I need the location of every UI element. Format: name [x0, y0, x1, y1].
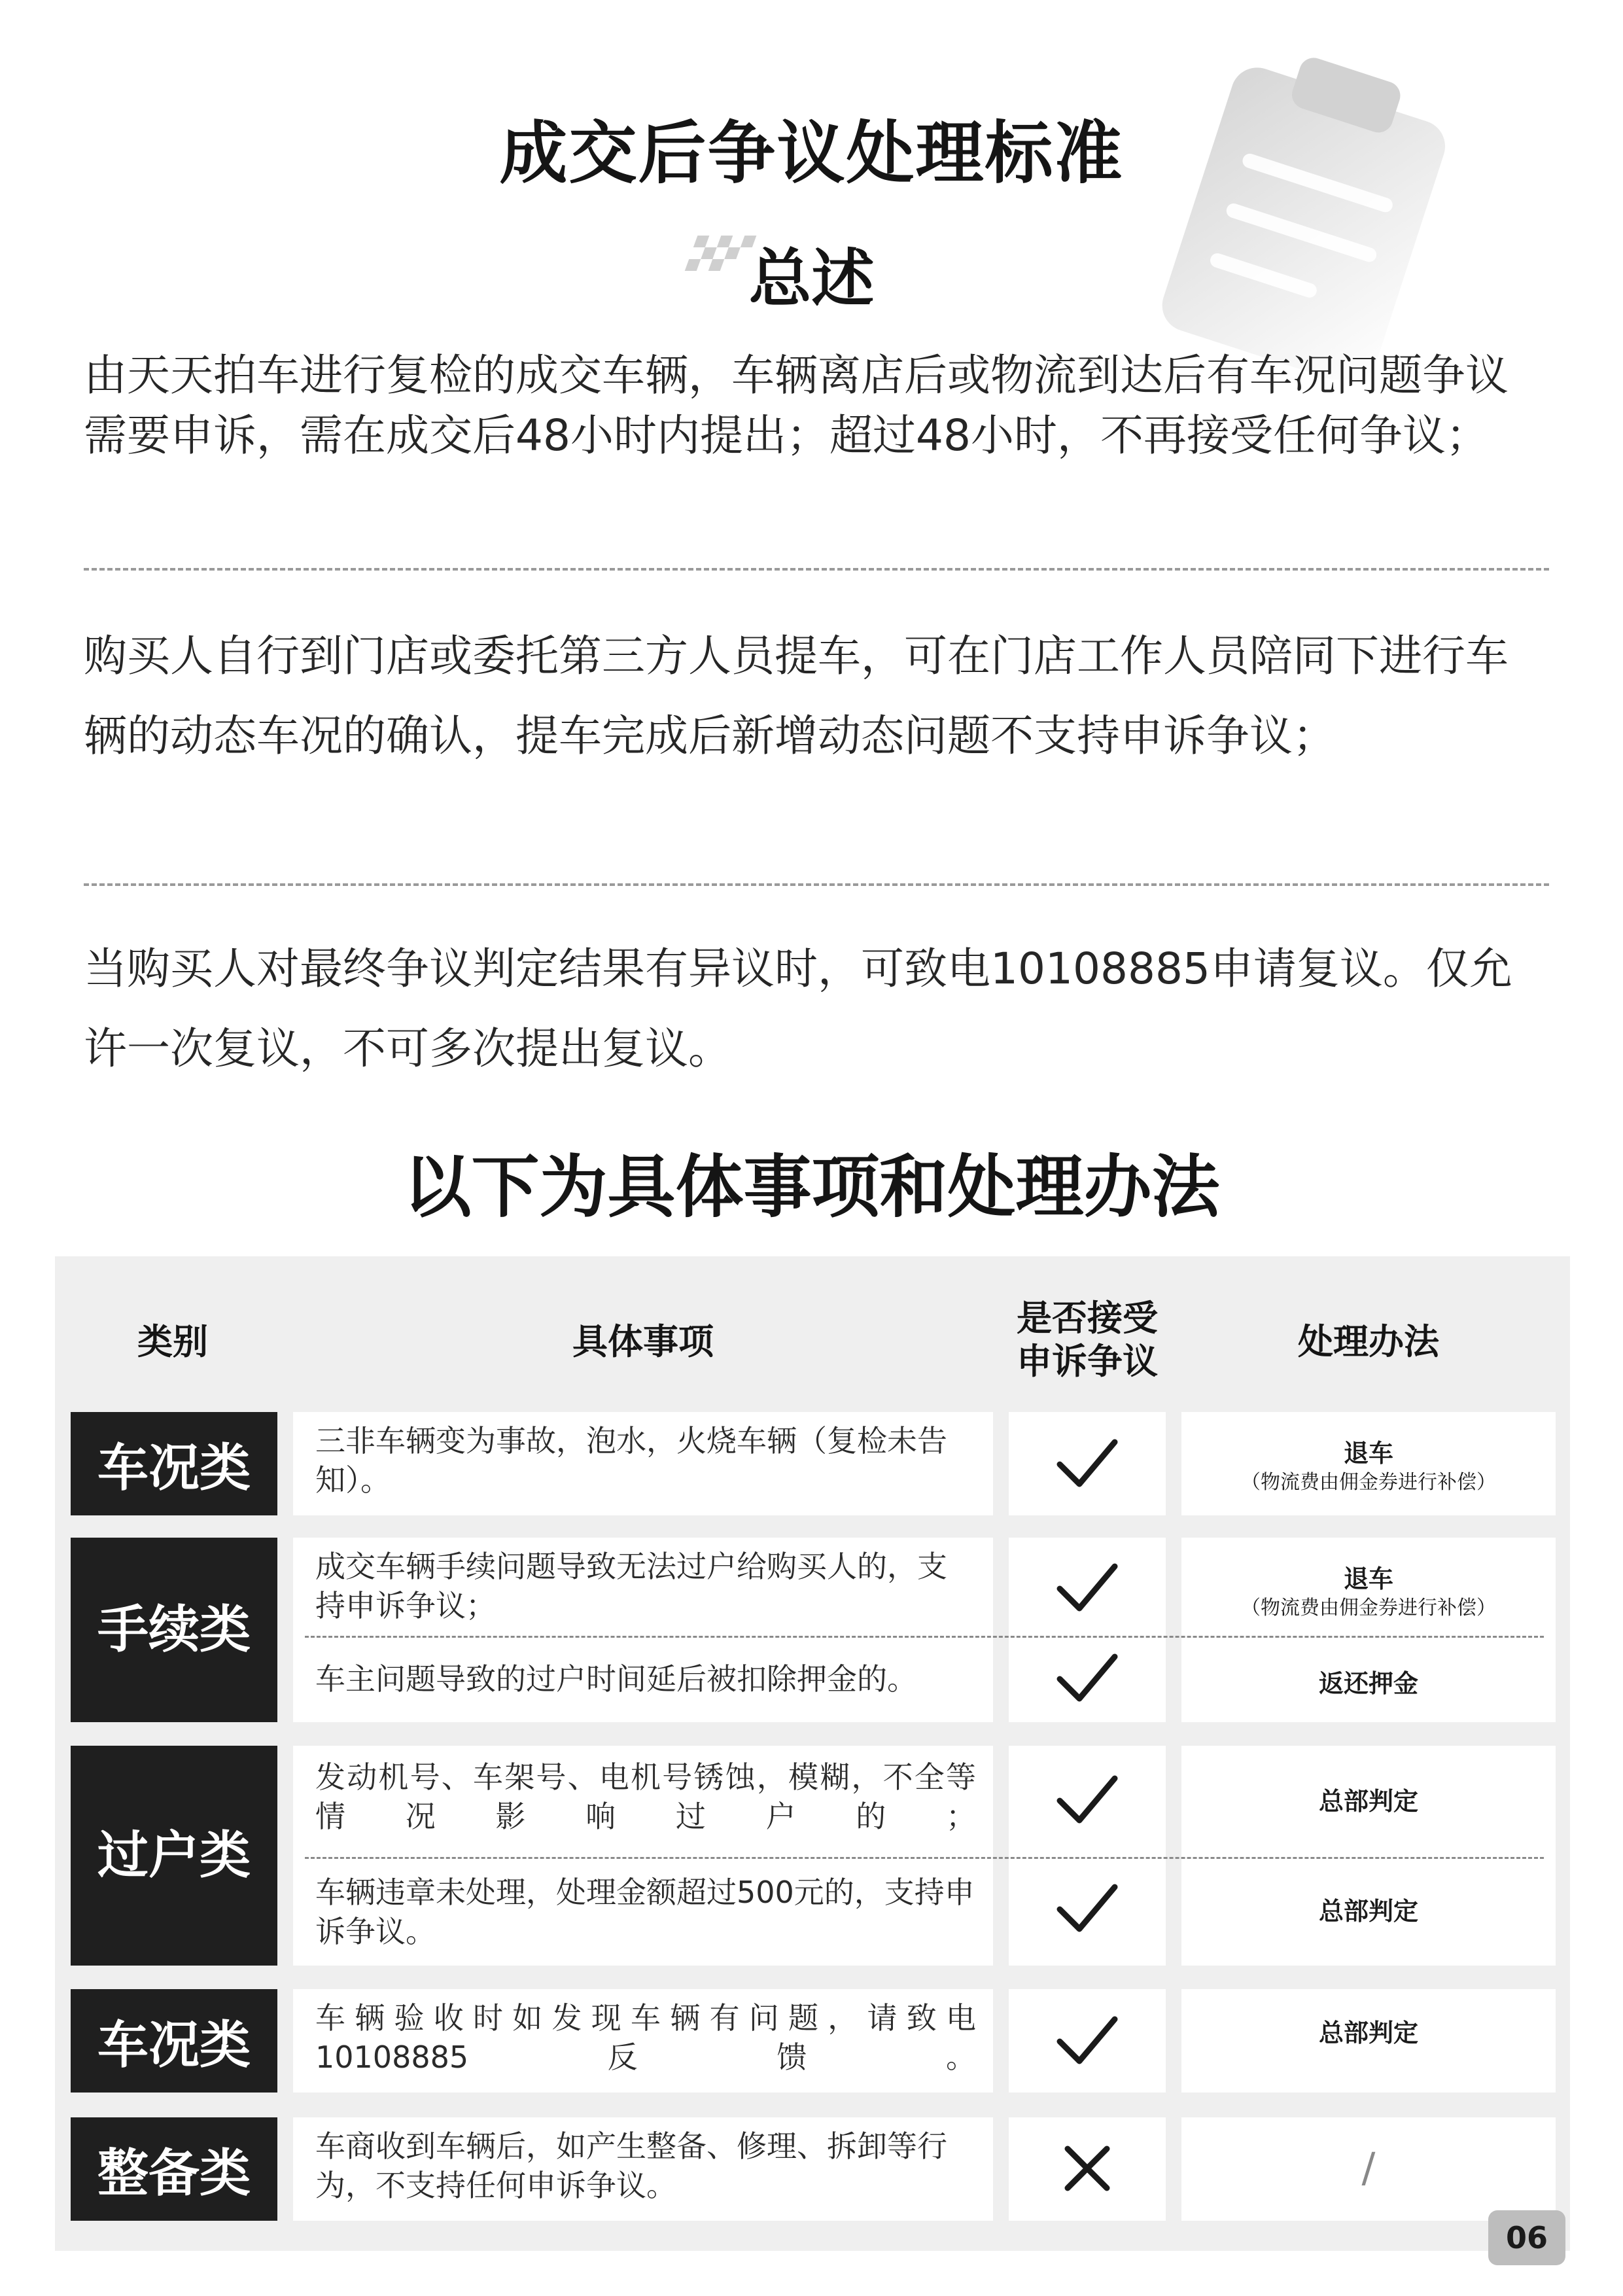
document-title: 成交后争议处理标准	[499, 113, 1124, 193]
divider	[84, 883, 1549, 886]
category-transfer: 过户类	[71, 1746, 277, 1966]
header-category: 类别	[137, 1321, 208, 1362]
header-method: 处理办法	[1298, 1321, 1439, 1362]
cross-icon	[1061, 2142, 1113, 2195]
method-label: 总部判定	[1318, 1897, 1418, 1926]
paragraph-deadline: 由天天拍车进行复检的成交车辆，车辆离店后或物流到达后有车况问题争议需要申诉，需在成交后48小时内提出；超过48小时，不再接受任何争议；	[84, 350, 1509, 461]
method-text	[1181, 1785, 1556, 1818]
method-text	[1181, 1667, 1556, 1700]
method-label: 总部判定	[1318, 1787, 1418, 1816]
category-paperwork: 手续类	[71, 1538, 277, 1722]
item-text: 车商收到车辆后，如产生整备、修理、拆卸等行为，不支持任何申诉争议。	[315, 2128, 947, 2203]
overview-heading: 总述	[748, 242, 875, 315]
header-accept: 是否接受申诉争议	[1017, 1298, 1158, 1382]
page-number: 06	[1505, 2220, 1548, 2255]
method-cell	[1181, 1746, 1556, 1966]
section-title: 以下为具体事项和处理办法	[403, 1147, 1220, 1227]
check-icon	[1055, 1879, 1120, 1938]
item-text: 车主问题导致的过户时间延后被扣除押金的。	[315, 1661, 917, 1697]
method-text	[1181, 2017, 1556, 2049]
row-divider	[305, 1636, 1544, 1638]
item-text: 车辆违章未处理，处理金额超过500元的，支持申诉争议。	[315, 1875, 975, 1949]
divider	[84, 568, 1549, 571]
paragraph-review: 当购买人对最终争议判定结果有异议时，可致电10108885申请复议。仅允许一次复议，不可多次提出复议。	[84, 944, 1512, 1074]
clipboard-icon	[1099, 39, 1492, 380]
category-inspection: 车况类	[71, 1989, 277, 2093]
item-text: 发动机号、车架号、电机号锈蚀，模糊，不全等情况影响过户的；	[315, 1759, 976, 1834]
method-text	[1181, 1895, 1556, 1928]
item-text: 成交车辆手续问题导致无法过户给购买人的，支持申诉争议；	[315, 1549, 947, 1623]
check-icon	[1055, 1771, 1120, 1829]
item-text: 三非车辆变为事故，泡水，火烧车辆（复检未告知）。	[315, 1423, 947, 1498]
category-reconditioning: 整备类	[71, 2117, 277, 2221]
check-icon	[1055, 1649, 1120, 1708]
method-text	[1181, 1563, 1556, 1621]
method-text	[1181, 2145, 1556, 2191]
method-label: /	[1361, 2144, 1376, 2191]
method-label: 返还押金	[1318, 1669, 1418, 1698]
method-note: （物流费由佣金券进行补偿）	[1241, 1597, 1496, 1619]
method-label: 退车	[1343, 1439, 1393, 1468]
check-icon	[1055, 1559, 1120, 1617]
row-divider	[305, 1857, 1544, 1859]
check-icon	[1055, 1434, 1120, 1493]
item-text: 车辆验收时如发现车辆有问题，请致电10108885反馈。	[315, 2000, 976, 2075]
method-note: （物流费由佣金券进行补偿）	[1241, 1471, 1496, 1494]
method-text	[1181, 1437, 1556, 1496]
paragraph-pickup: 购买人自行到门店或委托第三方人员提车，可在门店工作人员陪同下进行车辆的动态车况的确认，提车完成后新增动态问题不支持申诉争议；	[84, 631, 1509, 761]
method-label: 退车	[1343, 1564, 1393, 1593]
category-condition: 车况类	[71, 1412, 277, 1515]
method-label: 总部判定	[1318, 2019, 1418, 2047]
check-icon	[1055, 2011, 1120, 2070]
header-item: 具体事项	[572, 1321, 714, 1362]
